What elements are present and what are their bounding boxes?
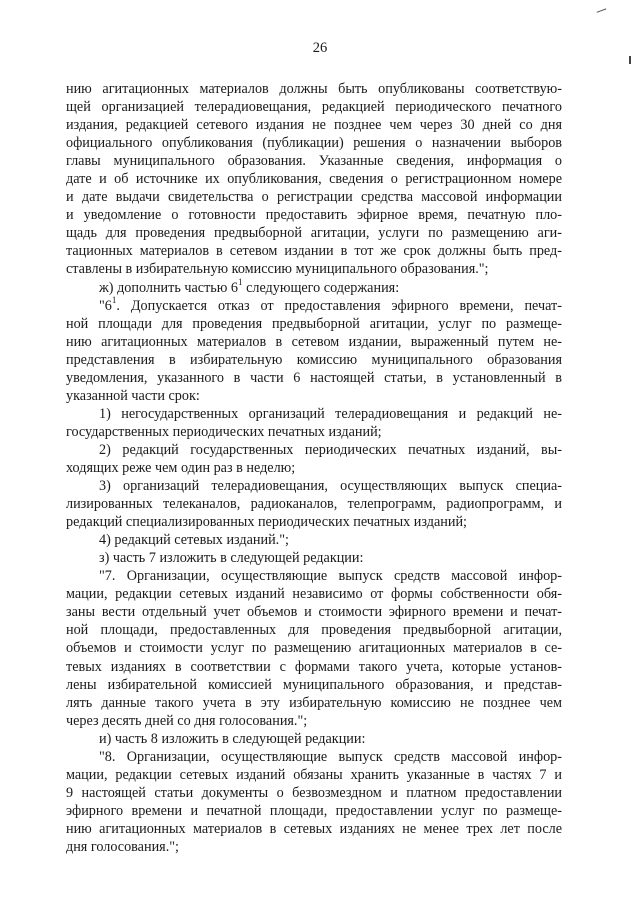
text-segment: 4) редакций сетевых изданий."; xyxy=(99,532,289,549)
text-segment: мации, редакции сетевых изданий обязаны хранить указанные в частях 7 и xyxy=(66,766,562,783)
text-segment: представления в избирательную комиссию муниципального образования xyxy=(66,351,562,368)
text-segment: мации, редакции сетевых изданий независимо от формы собственности обя- xyxy=(66,586,562,603)
text-segment: лизированных телеканалов, радиоканалов, телепрограмм, радиопрограмм, и xyxy=(66,496,562,513)
text-line xyxy=(66,441,562,459)
superscript: 1 xyxy=(238,276,243,287)
text-segment: нию агитационных материалов в сетевых изданиях не менее трех лет после xyxy=(66,820,562,837)
text-line xyxy=(66,784,562,802)
text-line xyxy=(66,387,562,405)
text-line xyxy=(66,712,562,730)
text-line xyxy=(66,294,562,315)
text-line xyxy=(66,730,562,748)
text-segment: и) часть 8 изложить в следующей редакции: xyxy=(99,730,366,747)
text-segment: "8. Организации, осуществляющие выпуск средств массовой инфор- xyxy=(99,748,562,765)
text-line xyxy=(66,188,562,206)
text-line xyxy=(66,766,562,784)
text-segment: щей организацией телерадиовещания, редакцией периодического печатного xyxy=(66,99,562,116)
text-segment: лять данные такого учета в эту избирательную комиссию не позднее чем xyxy=(66,694,562,711)
text-line xyxy=(66,315,562,333)
text-segment: заны вести отдельный учет объемов и стоимости эфирного времени и печат- xyxy=(66,604,562,621)
text-line xyxy=(66,802,562,820)
text-segment: "7. Организации, осуществляющие выпуск средств массовой инфор- xyxy=(99,568,562,585)
text-segment: уведомления, указанного в части 6 настоящей статьи, в установленный в xyxy=(66,369,562,386)
scan-artifact-mark xyxy=(629,56,631,64)
text-segment: дня голосования."; xyxy=(66,838,179,855)
text-segment: ж) дополнить частью 6 xyxy=(99,279,239,296)
text-segment: указанной части срок: xyxy=(66,387,200,404)
text-segment: тационных материалов в сетевом издании в тот же срок должны быть пред- xyxy=(66,243,562,260)
text-line xyxy=(66,495,562,513)
text-segment: . Допускается отказ от предоставления эфирного времени, печат- xyxy=(116,297,562,314)
text-line xyxy=(66,276,562,297)
text-line xyxy=(66,676,562,694)
text-line xyxy=(66,351,562,369)
text-line xyxy=(66,333,562,351)
text-line xyxy=(66,477,562,495)
text-line xyxy=(66,549,562,567)
text-line xyxy=(66,820,562,838)
text-segment: 9 настоящей статьи документы о безвозмездном и платном предоставлении xyxy=(66,784,562,801)
text-segment: "6 xyxy=(99,297,112,314)
text-segment: 2) редакций государственных периодических печатных изданий, вы- xyxy=(99,441,562,458)
text-line xyxy=(66,838,562,856)
text-line xyxy=(66,224,562,242)
text-line xyxy=(66,152,562,170)
text-segment: через десять дней со дня голосования."; xyxy=(66,712,308,729)
text-line xyxy=(66,603,562,621)
text-segment: нию агитационных материалов в сетевом издании, выраженный путем не- xyxy=(66,333,562,350)
text-line xyxy=(66,369,562,387)
text-line xyxy=(66,639,562,657)
text-segment: и уведомление о готовности предоставить эфирное время, печатную пло- xyxy=(66,207,562,224)
text-line xyxy=(66,423,562,441)
text-segment: ной площади, предоставленных для проведения предвыборной агитации, xyxy=(66,622,562,639)
text-segment: лены избирательной комиссией муниципального образования, и представ- xyxy=(66,676,562,693)
text-line xyxy=(66,694,562,712)
text-line xyxy=(66,116,562,134)
text-segment: и дате выдачи свидетельства о регистрации средства массовой информации xyxy=(66,189,562,206)
superscript: 1 xyxy=(111,294,117,305)
text-segment: эфирного времени и печатной площади, предоставлении услуг по размеще- xyxy=(66,802,562,819)
text-line xyxy=(66,658,562,676)
text-line xyxy=(66,206,562,224)
text-segment: объемов и стоимости услуг по размещению агитационных материалов в се- xyxy=(66,640,562,657)
text-line xyxy=(66,134,562,152)
page-number: 26 xyxy=(312,40,328,56)
text-segment: главы муниципального образования. Указанные сведения, информация о xyxy=(66,153,562,170)
text-segment: издания, редакцией сетевого издания не позднее чем через 30 дней со дня xyxy=(66,117,562,134)
text-segment: з) часть 7 изложить в следующей редакции: xyxy=(99,550,364,567)
text-segment: следующего содержания: xyxy=(242,279,400,296)
text-segment: редакций специализированных периодических печатных изданий; xyxy=(66,514,467,531)
text-line xyxy=(66,80,562,98)
document-body xyxy=(66,80,562,856)
text-line xyxy=(66,170,562,188)
text-line xyxy=(66,585,562,603)
text-line xyxy=(66,621,562,639)
text-segment: щадь для проведения предвыборной агитации, услуги по размещению аги- xyxy=(66,225,562,242)
text-segment: 3) организаций телерадиовещания, осуществляющих выпуск специа- xyxy=(99,478,562,495)
text-line xyxy=(66,260,562,278)
text-line xyxy=(66,459,562,477)
text-segment: 1) негосударственных организаций телерадиовещания и редакций не- xyxy=(99,405,562,422)
text-segment: официального опубликования (публикации) решения о назначении выборов xyxy=(66,135,562,152)
text-segment: тевых изданиях в соответствии с формами такого учета, которые установ- xyxy=(66,658,562,675)
text-segment: ной площади для проведения предвыборной агитации, услуг по размеще- xyxy=(66,315,562,332)
text-line xyxy=(66,567,562,585)
text-segment: дате и об источнике их опубликования, сведения о регистрационном номере xyxy=(66,171,562,188)
text-line xyxy=(66,748,562,766)
text-segment: ходящих реже чем один раз в неделю; xyxy=(66,459,296,476)
text-segment: ставлены в избирательную комиссию муниципального образования."; xyxy=(66,261,489,278)
text-line xyxy=(66,242,562,260)
text-line xyxy=(66,98,562,116)
text-line xyxy=(66,405,562,423)
text-segment: государственных периодических печатных изданий; xyxy=(66,423,382,440)
scan-artifact-mark xyxy=(597,8,608,15)
text-segment: нию агитационных материалов должны быть опубликованы соответствую- xyxy=(66,81,562,97)
text-line xyxy=(66,513,562,531)
text-line xyxy=(66,531,562,549)
